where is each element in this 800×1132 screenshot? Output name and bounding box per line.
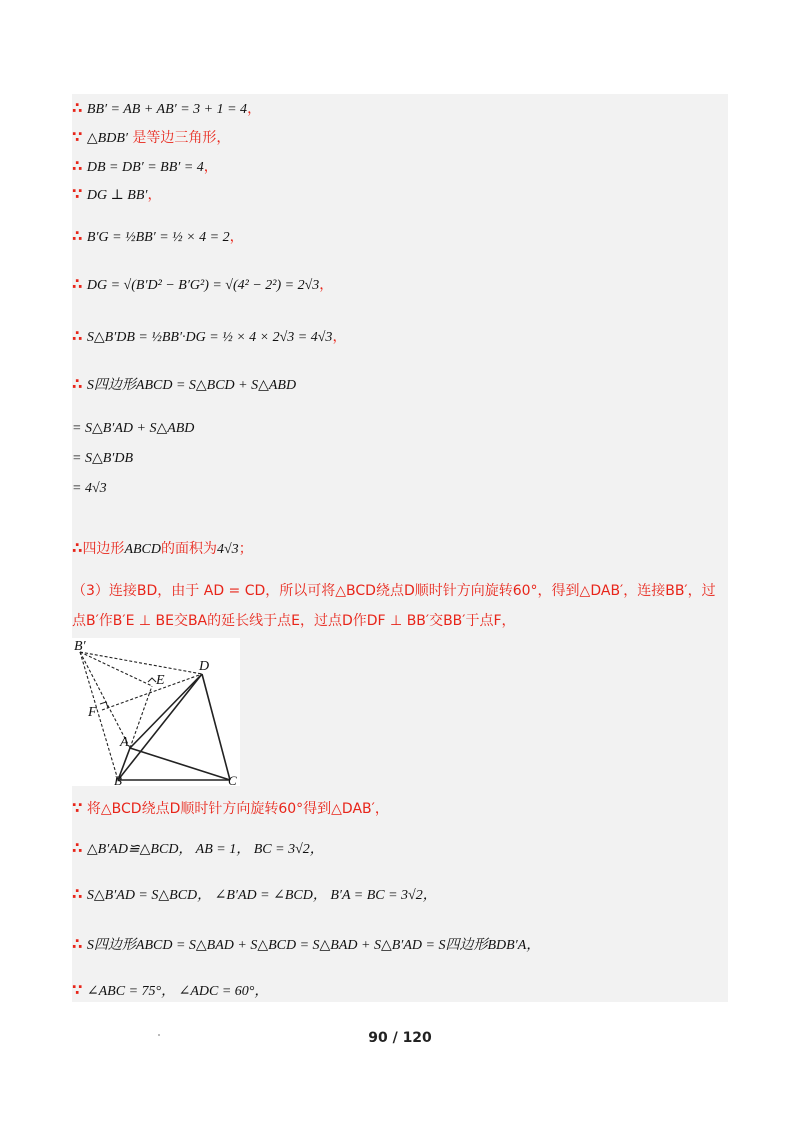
because-symbol: ∵	[72, 128, 83, 146]
step-line	[72, 798, 389, 819]
label-e: E	[156, 673, 165, 688]
therefore-symbol: ∴	[72, 839, 83, 857]
step-line	[72, 418, 194, 439]
step-line	[72, 184, 161, 206]
step-line	[72, 274, 333, 296]
label-d: D	[199, 659, 210, 674]
right-angle-mark-f	[100, 702, 108, 708]
therefore-symbol: ∴	[72, 375, 83, 393]
math-expression: S△B′DB = ½BB′·DG = ½ × 4 × 2√3 = 4√3	[86, 330, 333, 345]
segment-bpa	[80, 652, 130, 748]
math-expression: = S△B′DB	[72, 451, 133, 466]
math-expression: 将△BCD绕点D顺时针方向旋转60°得到△DAB′，	[86, 801, 389, 817]
punctuation: ，	[229, 229, 244, 245]
segment-bpe	[80, 652, 152, 686]
page-separator: /	[392, 1030, 398, 1046]
step-line	[72, 980, 268, 1002]
therefore-symbol: ∴	[72, 275, 83, 293]
segment-bd	[118, 674, 202, 780]
label-c: C	[228, 773, 237, 786]
step-line	[72, 374, 296, 396]
math-expression: △B′AD≌△BCD， AB = 1， BC = 3√2，	[86, 842, 324, 857]
part3-line-1: （3）连接BD，由于 AD = CD，所以可将△BCD绕点D顺时针方向旋转60°，得到△DAB′，连接BB′，过	[72, 583, 716, 599]
therefore-symbol: ∴	[72, 885, 83, 903]
chinese-text: 四边形	[82, 541, 125, 557]
punctuation: ，	[203, 159, 218, 175]
page-footer	[0, 1030, 800, 1046]
therefore-symbol: ∴	[72, 157, 83, 175]
math-expression: DG ⊥ BB′	[86, 188, 148, 203]
step-line	[72, 934, 540, 956]
label-b: B	[114, 773, 122, 786]
segment-ae	[130, 686, 152, 748]
math-expression: B′G = ½BB′ = ½ × 4 = 2	[86, 230, 230, 245]
page-number: 90	[368, 1030, 388, 1046]
step-line	[72, 127, 230, 149]
math-expression: S四边形ABCD = S△BAD + S△BCD = S△BAD + S△B′AD = S四边形BDB′A，	[86, 938, 541, 953]
punctuation: ，	[247, 101, 262, 117]
step-line	[72, 326, 346, 348]
because-symbol: ∵	[72, 981, 83, 999]
math-expression: △BDB′	[86, 131, 128, 146]
step-line	[72, 884, 437, 906]
step-line	[72, 838, 324, 860]
punctuation: ，	[332, 329, 347, 345]
step-line	[72, 448, 133, 469]
chinese-text: 是等边三角形，	[132, 130, 231, 146]
therefore-symbol: ∴	[72, 327, 83, 345]
therefore-symbol: ∴	[72, 539, 83, 557]
therefore-symbol: ∴	[72, 935, 83, 953]
solution-panel	[72, 94, 728, 1002]
segment-da	[130, 674, 202, 748]
step-line	[72, 156, 218, 178]
math-expression: ∠ABC = 75°， ∠ADC = 60°，	[86, 984, 269, 999]
step-line	[72, 226, 244, 248]
punctuation: ；	[238, 541, 253, 557]
segment-bpb	[80, 652, 118, 780]
segment-bpd	[80, 652, 202, 674]
part3-line-2: 点B′作B′E ⊥ BE交BA的延长线于点E，过点D作DF ⊥ BB′交BB′于点F，	[72, 613, 516, 629]
label-a: A	[120, 735, 129, 750]
right-angle-mark-e	[148, 678, 156, 682]
math-expression: = 4√3	[72, 481, 107, 496]
label-b-prime: B′	[74, 639, 86, 654]
chinese-text: 的面积为	[161, 541, 217, 557]
geometry-figure	[72, 638, 240, 786]
punctuation: ，	[147, 187, 162, 203]
math-expression: DG = √(B′D² − B′G²) = √(4² − 2²) = 2√3	[86, 278, 320, 293]
math-expression: S△B′AD = S△BCD， ∠B′AD = ∠BCD， B′A = BC = 3√2，	[86, 888, 437, 903]
page-total: 120	[402, 1030, 432, 1046]
geometry-diagram	[72, 638, 240, 786]
because-symbol: ∵	[72, 799, 83, 817]
punctuation: ，	[319, 277, 334, 293]
math-expression: = S△B′AD + S△ABD	[72, 421, 195, 436]
math-expression: 4√3	[217, 542, 239, 557]
math-expression: ABCD	[124, 542, 161, 557]
step-line	[72, 98, 261, 120]
step-line	[72, 478, 107, 499]
segment-ac	[130, 748, 230, 780]
math-expression: S四边形ABCD = S△BCD + S△ABD	[86, 378, 297, 393]
label-f: F	[88, 705, 97, 720]
therefore-symbol: ∴	[72, 99, 83, 117]
math-expression: BB′ = AB + AB′ = 3 + 1 = 4	[86, 102, 248, 117]
math-expression: DB = DB′ = BB′ = 4	[86, 160, 204, 175]
therefore-symbol: ∴	[72, 227, 83, 245]
because-symbol: ∵	[72, 185, 83, 203]
segment-cd	[202, 674, 230, 780]
conclusion-line	[72, 538, 253, 560]
